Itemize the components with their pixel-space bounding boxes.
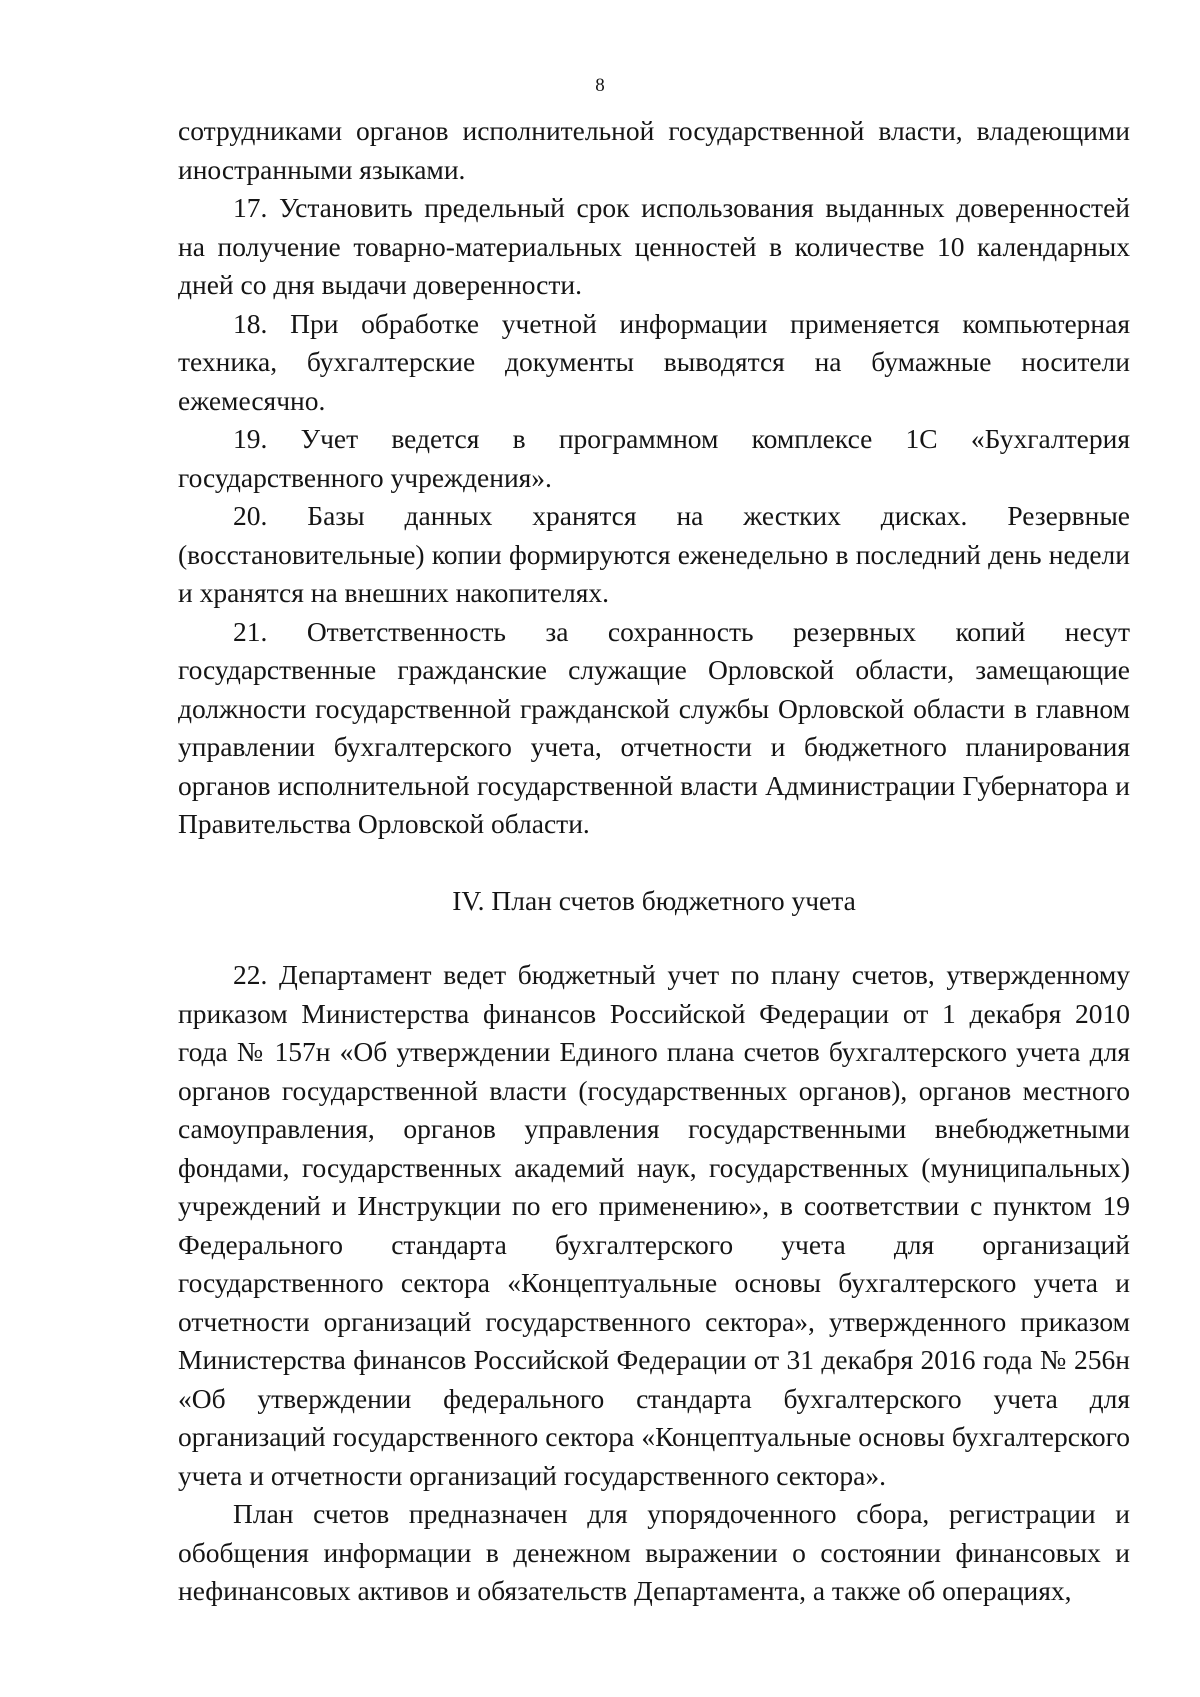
paragraph-item-19: 19. Учет ведется в программном комплексе 1С «Бухгалтерия государственного учреждения».: [178, 423, 1130, 493]
document-body: [178, 112, 1130, 1611]
paragraph-item-22: 22. Департамент ведет бюджетный учет по плану счетов, утвержденному приказом Министерства финансов Российской Федерации от 1 декабря 2010 года № 157н «Об утверждении Единого плана счетов бухгалтерского учета для органов государственной власти (государственных органов), органов местного самоуправления, органов управления государственными внебюджетными фондами, государственных академий наук, государственных (муниципальных) учреждений и Инструкции по его применению», в соответствии с пунктом 19 Федерального стандарта бухгалтерского учета для организаций государственного сектора «Концептуальные основы бухгалтерского учета и отчетности организаций государственного сектора», утвержденного приказом Министерства финансов Российской Федерации от 31 декабря 2016 года № 256н «Об утверждении федерального стандарта бухгалтерского учета для организаций государственного сектора «Концептуальные основы бухгалтерского учета и отчетности организаций государственного сектора».: [178, 959, 1130, 1491]
paragraph-item-17: 17. Установить предельный срок использования выданных доверенностей на получение товарно-материальных ценностей в количестве 10 календарных дней со дня выдачи доверенности.: [178, 192, 1130, 300]
paragraph-item-20: 20. Базы данных хранятся на жестких дисках. Резервные (восстановительные) копии формируются еженедельно в последний день недели и хранятся на внешних накопителях.: [178, 500, 1130, 608]
paragraph-continuation: сотрудниками органов исполнительной государственной власти, владеющими иностранными языками.: [178, 115, 1130, 185]
paragraph-chart-of-accounts: План счетов предназначен для упорядоченного сбора, регистрации и обобщения информации в денежном выражении о состоянии финансовых и нефинансовых активов и обязательств Департамента, а также об операциях,: [178, 1498, 1130, 1606]
page-number: 8: [595, 75, 605, 96]
section-heading: IV. План счетов бюджетного учета: [452, 884, 856, 916]
paragraph-item-21: 21. Ответственность за сохранность резервных копий несут государственные гражданские служащие Орловской области, замещающие должности государственной гражданской службы Орловской области в главном управлении бухгалтерского учета, отчетности и бюджетного планирования органов исполнительной государственной власти Администрации Губернатора и Правительства Орловской области.: [178, 615, 1130, 839]
paragraph-item-18: 18. При обработке учетной информации применяется компьютерная техника, бухгалтерские документы выводятся на бумажные носители ежемесячно.: [178, 307, 1130, 416]
